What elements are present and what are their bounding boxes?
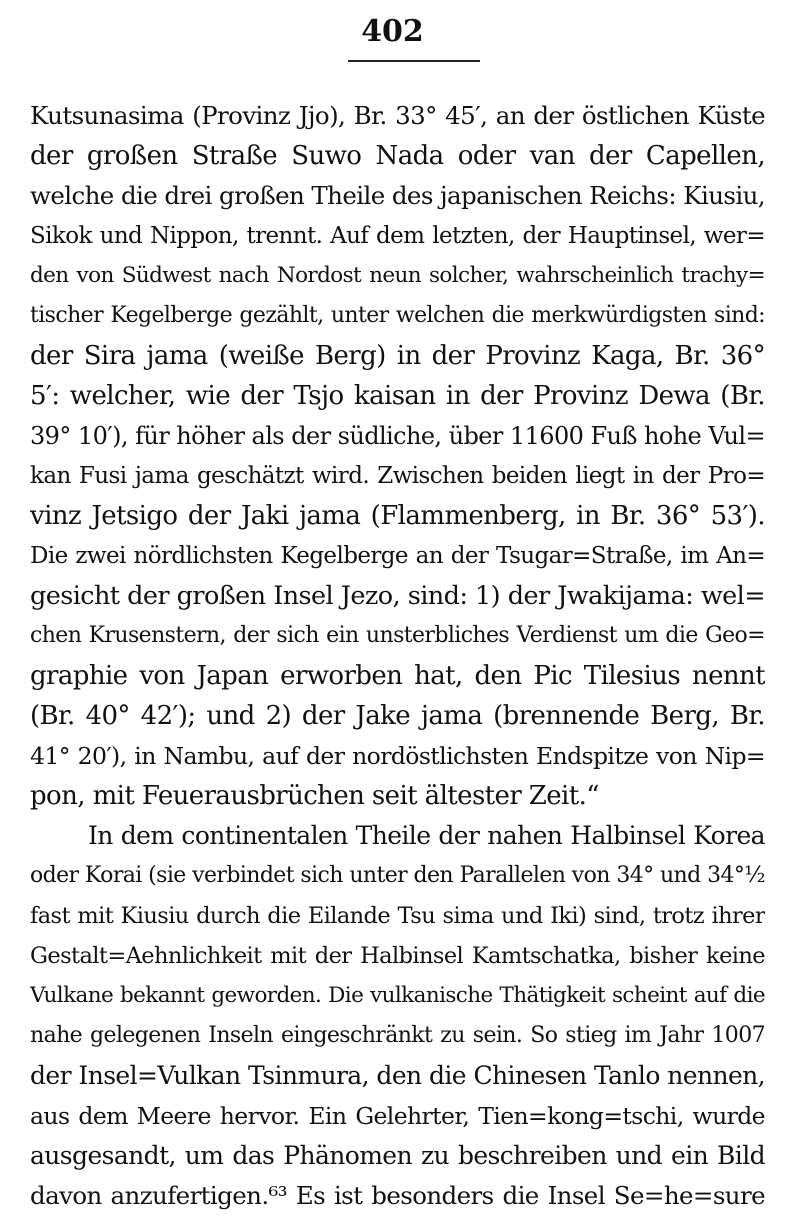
text-line: welche die drei großen Theile des japanischen Reichs: Kiusiu,	[30, 181, 765, 210]
text-line: fast mit Kiusiu durch die Eilande Tsu sima und Iki) sind, trotz ihrer	[30, 903, 765, 929]
text-line: gesicht der großen Insel Jezo, sind: 1) der Jwakijama: wel=	[30, 581, 765, 611]
header-rule	[348, 60, 480, 62]
body-text	[30, 96, 765, 1216]
text-line: In dem continentalen Theile der nahen Halbinsel Korea	[88, 821, 765, 850]
page-number: 402	[361, 14, 424, 49]
text-line: kan Fusi jama geschätzt wird. Zwischen beiden liegt in der Pro=	[30, 463, 765, 489]
text-line: Kutsunasima (Provinz Jjo), Br. 33° 45′, an der östlichen Küste	[30, 101, 765, 130]
text-line: 41° 20′), in Nambu, auf der nordöstlichsten Endspitze von Nip=	[30, 742, 765, 770]
text-line: tischer Kegelberge gezählt, unter welchen die merkwürdigsten sind:	[30, 303, 765, 328]
text-line: der großen Straße Suwo Nada oder van der Capellen,	[30, 141, 765, 171]
text-line: ausgesandt, um das Phänomen zu beschreiben und ein Bild	[30, 1141, 765, 1170]
text-line: 39° 10′), für höher als der südliche, über 11600 Fuß hohe Vul=	[30, 422, 765, 450]
text-line: oder Korai (sie verbindet sich unter den Parallelen von 34° und 34°½	[30, 863, 765, 888]
text-line: Sikok und Nippon, trennt. Auf dem letzten, der Hauptinsel, wer=	[30, 223, 765, 249]
text-line: der Insel=Vulkan Tsinmura, den die Chinesen Tanlo nennen,	[30, 1061, 765, 1090]
text-line: Vulkane bekannt geworden. Die vulkanische Thätigkeit scheint auf die	[30, 983, 765, 1008]
text-line: graphie von Japan erworben hat, den Pic Tilesius nennt	[30, 661, 765, 691]
text-line: aus dem Meere hervor. Ein Gelehrter, Tien=kong=tschi, wurde	[30, 1102, 765, 1130]
text-line: (Br. 40° 42′); und 2) der Jake jama (brennende Berg, Br.	[30, 701, 765, 731]
text-line: den von Südwest nach Nordost neun solcher, wahrscheinlich trachy=	[30, 263, 765, 288]
text-line: chen Krusenstern, der sich ein unsterbliches Verdienst um die Geo=	[30, 623, 765, 648]
text-line: davon anzufertigen.⁶³ Es ist besonders die Insel Se=he=sure	[30, 1181, 765, 1210]
text-line: der Sira jama (weiße Berg) in der Provinz Kaga, Br. 36°	[30, 341, 765, 371]
text-line: nahe gelegenen Inseln eingeschränkt zu sein. So stieg im Jahr 1007	[30, 1023, 765, 1048]
text-line: Die zwei nördlichsten Kegelberge an der Tsugar=Straße, im An=	[30, 543, 765, 569]
text-line: pon, mit Feuerausbrüchen seit ältester Zeit.“	[30, 781, 599, 811]
text-line: vinz Jetsigo der Jaki jama (Flammenberg, in Br. 36° 53′).	[30, 501, 765, 531]
text-line: Gestalt=Aehnlichkeit mit der Halbinsel Kamtschatka, bisher keine	[30, 943, 765, 969]
text-line: 5′: welcher, wie der Tsjo kaisan in der Provinz Dewa (Br.	[30, 381, 765, 411]
